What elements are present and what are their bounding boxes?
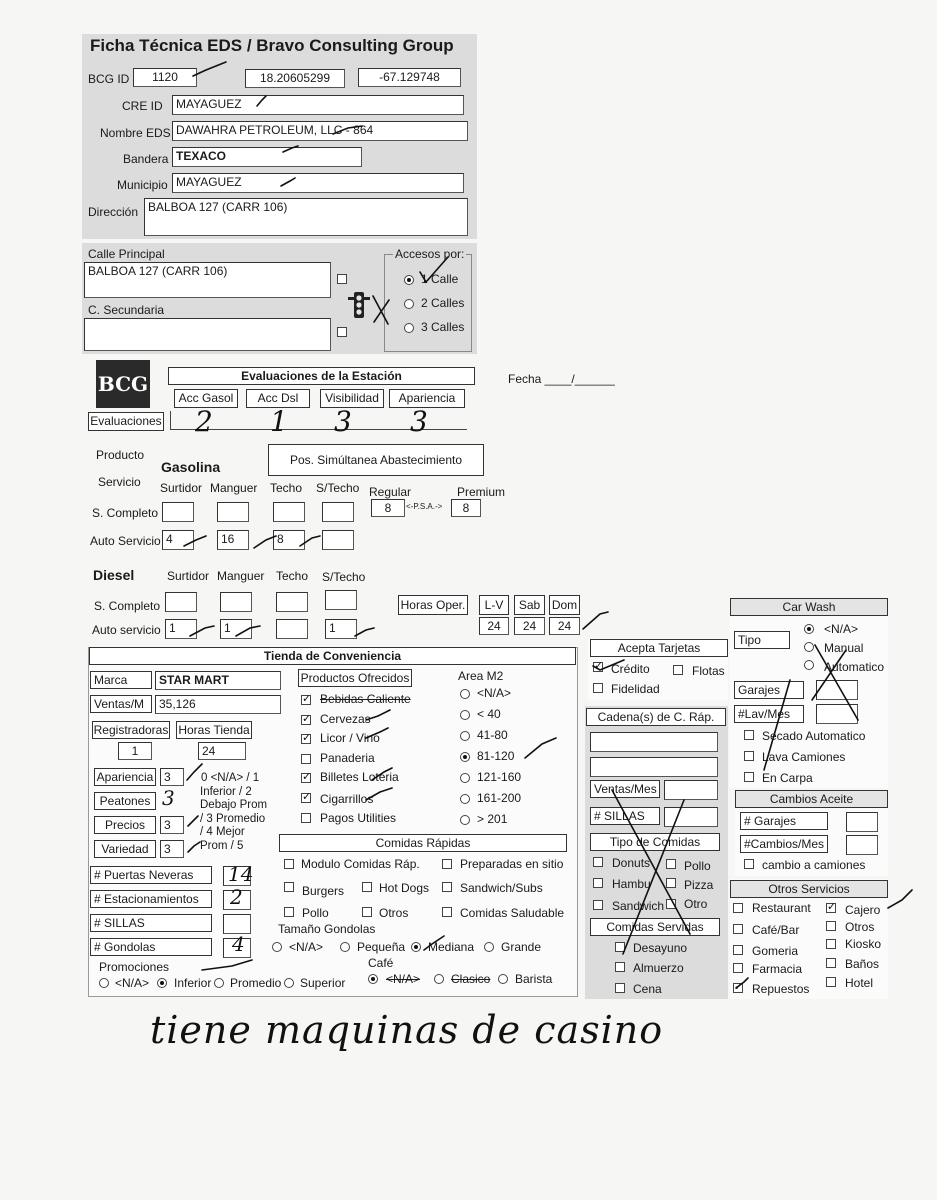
check-mark — [593, 660, 624, 670]
evaluaciones-title: Evaluaciones de la Estación — [168, 367, 475, 385]
calle-secundaria-label: C. Secundaria — [88, 303, 165, 317]
cadena-sillas-label: # SILLAS — [590, 807, 660, 825]
check-mark — [424, 936, 444, 950]
producto-pagos-label: Pagos Utilities — [320, 811, 397, 825]
scale-3: / 3 Promedio — [200, 813, 266, 825]
comida-pollo-label: Pollo — [302, 906, 329, 920]
cross-mark — [612, 790, 690, 954]
handwritten-note: tiene maquinas de casino — [150, 1008, 664, 1052]
gas-col-manguer: Manguer — [210, 481, 258, 495]
evaluaciones-button[interactable]: Evaluaciones — [88, 412, 164, 431]
carwash-na-label: <N/A> — [824, 622, 859, 636]
servicio-label: Servicio — [98, 475, 141, 489]
ventas-field[interactable]: 35,126 — [155, 695, 281, 714]
horas-sab-field[interactable]: 24 — [514, 617, 545, 635]
longitude-field[interactable]: -67.129748 — [358, 68, 461, 87]
scale-5: Prom / 5 — [200, 840, 244, 852]
aceite-garajes-label: # Garajes — [740, 812, 828, 830]
gas-col-techo: Techo — [270, 481, 303, 495]
eval-header-apariencia: Apariencia — [389, 389, 465, 408]
carwash-garajes-label: Garajes — [734, 681, 804, 699]
direccion-field[interactable]: BALBOA 127 (CARR 106) — [144, 198, 468, 236]
cross-mark — [373, 296, 389, 324]
carwash-title: Car Wash — [730, 598, 888, 616]
promo-promedio-label: Promedio — [230, 976, 282, 990]
tarjeta-flotas-label: Flotas — [692, 664, 725, 678]
accesos-label: Accesos por: — [395, 247, 465, 261]
eval-header-visibilidad: Visibilidad — [320, 389, 384, 408]
check-mark — [372, 768, 392, 780]
promo-superior-label: Superior — [300, 976, 346, 990]
carwash-secado-label: Secado Automatico — [762, 729, 866, 743]
dsl-col-surtidor: Surtidor — [167, 569, 210, 583]
horas-col-sab: Sab — [514, 595, 545, 615]
accesos-2-label: 2 Calles — [421, 296, 465, 310]
eval-header-acc-dsl: Acc Dsl — [246, 389, 310, 408]
producto-licor-label: Licor / Vino — [320, 731, 380, 745]
check-mark — [188, 816, 198, 826]
horas-tienda-label: Horas Tienda — [176, 721, 252, 739]
check-mark — [254, 536, 276, 548]
calle-principal-field[interactable]: BALBOA 127 (CARR 106) — [84, 262, 331, 298]
precios-label: Precios — [94, 816, 156, 834]
comida-modulo-label: Modulo Comidas Ráp. — [301, 857, 420, 871]
gas-row-autoservicio-label: Auto Servicio — [90, 534, 161, 548]
check-mark — [281, 178, 295, 186]
horas-oper-button[interactable]: Horas Oper. — [398, 595, 468, 615]
psa-label: <-P.S.A.-> — [406, 502, 443, 511]
calle-principal-label: Calle Principal — [88, 247, 165, 261]
precios-field[interactable]: 3 — [160, 816, 184, 834]
registradoras-field[interactable]: 1 — [118, 742, 152, 760]
dsl-auto-stecho[interactable]: 1 — [325, 619, 357, 639]
bcg-id-field[interactable]: 1120 — [133, 68, 197, 87]
cre-id-field[interactable]: MAYAGUEZ — [172, 95, 464, 115]
estacionamientos-value[interactable]: 2 — [230, 885, 243, 909]
tamano-mediana-label: Mediana — [428, 940, 475, 954]
check-mark — [283, 146, 298, 152]
carwash-manual-label: Manual — [824, 641, 864, 655]
otros-cafebar-label: Café/Bar — [752, 923, 800, 937]
scale-2: Debajo Prom — [200, 799, 268, 811]
otros-gomeria-label: Gomeria — [752, 944, 799, 958]
diesel-title: Diesel — [93, 567, 135, 583]
dsl-row-autoservicio-label: Auto servicio — [92, 623, 161, 637]
accesos-3-label: 3 Calles — [421, 320, 465, 334]
sillas-label: # SILLAS — [90, 914, 212, 932]
check-mark — [366, 710, 390, 720]
check-mark — [736, 978, 748, 988]
neveras-value[interactable]: 14 — [228, 862, 254, 886]
check-mark — [202, 960, 252, 970]
regular-field[interactable]: 8 — [371, 499, 405, 517]
check-mark — [583, 612, 608, 629]
check-mark — [236, 626, 260, 636]
check-mark — [187, 764, 202, 780]
check-mark — [188, 842, 200, 852]
tamano-pequena-label: Pequeña — [357, 940, 406, 954]
gas-auto-surtidor[interactable]: 4 — [162, 530, 194, 550]
registradoras-label: Registradoras — [93, 723, 169, 737]
producto-bebidas-label: Bebidas Caliente — [320, 692, 411, 706]
check-mark — [257, 96, 266, 106]
check-mark — [525, 738, 556, 758]
bandera-field[interactable]: TEXACO — [172, 147, 362, 167]
gasolina-title: Gasolina — [161, 459, 221, 475]
otros-hotel-label: Hotel — [845, 976, 874, 990]
area-161-200-label: 161-200 — [477, 791, 522, 805]
gondolas-value[interactable]: 4 — [232, 932, 245, 956]
promo-inferior-label: Inferior — [174, 976, 212, 990]
cafe-na-label: <N/A> — [386, 972, 421, 986]
check-mark — [190, 626, 214, 636]
tipo-sandwich-label: Sandwich — [612, 899, 665, 913]
tipo-hambu-label: Hambu — [612, 877, 651, 891]
eval-score-apariencia[interactable]: 3 — [410, 405, 428, 438]
aceite-title: Cambios Aceite — [735, 790, 888, 808]
tarjetas-title: Acepta Tarjetas — [590, 639, 728, 657]
dsl-col-techo: Techo — [276, 569, 309, 583]
servida-cena-label: Cena — [633, 982, 662, 996]
promo-na-label: <N/A> — [115, 976, 150, 990]
bcg-logo-text: BCG — [97, 372, 149, 396]
scale-0: 0 <N/A> / 1 — [201, 772, 260, 784]
tamano-na-label: <N/A> — [289, 940, 324, 954]
scale-1: Inferior / 2 — [200, 786, 252, 798]
tipo-donuts-label: Donuts — [612, 856, 651, 870]
latitude-field[interactable]: 18.20605299 — [245, 69, 345, 88]
dsl-auto-manguer[interactable]: 1 — [220, 619, 252, 639]
peatones-label: Peatones — [94, 792, 156, 810]
otros-kiosko-label: Kiosko — [845, 937, 882, 951]
producto-panaderia-label: Panaderia — [320, 751, 375, 765]
comidas-servidas-title: Comidas Servidas — [590, 918, 720, 936]
comidas-rapidas-title: Comidas Rápidas — [279, 834, 567, 852]
cafe-clasico-label: Clasico — [451, 972, 491, 986]
horas-tienda-field[interactable]: 24 — [198, 742, 246, 760]
check-mark — [888, 890, 912, 908]
area-81-120-label: 81-120 — [477, 749, 515, 763]
productos-label: Productos Ofrecidos — [298, 669, 412, 687]
check-mark — [366, 788, 392, 800]
premium-field[interactable]: 8 — [451, 499, 481, 517]
tarjeta-credito-label: Crédito — [611, 662, 650, 676]
otros-title: Otros Servicios — [730, 880, 888, 898]
tienda-title: Tienda de Conveniencia — [89, 647, 576, 665]
variedad-label: Variedad — [94, 840, 156, 858]
tarjeta-fidelidad-label: Fidelidad — [611, 682, 660, 696]
carwash-tipo-label: Tipo — [734, 631, 790, 649]
area-label: Area M2 — [458, 669, 504, 683]
gas-col-surtidor: Surtidor — [160, 481, 203, 495]
comida-otros-label: Otros — [379, 906, 409, 920]
bcg-id-label: BCG ID — [88, 72, 130, 86]
aceite-camiones-label: cambio a camiones — [762, 858, 866, 872]
horas-lv-field[interactable]: 24 — [479, 617, 509, 635]
horas-col-dom: Dom — [549, 595, 580, 615]
neveras-label: # Puertas Neveras — [90, 866, 212, 884]
apariencia-label: Apariencia — [94, 768, 156, 786]
gas-row-scompleto-label: S. Completo — [92, 506, 159, 520]
ventas-label: Ventas/M — [90, 695, 152, 713]
aceite-cambios-label: #Cambios/Mes — [740, 835, 828, 853]
tamano-grande-label: Grande — [501, 940, 542, 954]
cafe-barista-label: Barista — [515, 972, 553, 986]
tipo-pizza-label: Pizza — [684, 878, 714, 892]
otros-restaurant-label: Restaurant — [752, 901, 811, 915]
producto-cervezas-label: Cervezas — [320, 712, 371, 726]
scale-4: / 4 Mejor — [200, 826, 245, 838]
bandera-label: Bandera — [123, 152, 169, 166]
producto-label: Producto — [96, 448, 145, 462]
cafe-label: Café — [368, 956, 394, 970]
check-mark — [300, 536, 320, 546]
producto-billetes-label: Billetes Loteria — [320, 770, 399, 784]
tamano-label: Tamaño Gondolas — [278, 922, 376, 936]
comida-preparadas-label: Preparadas en sitio — [460, 857, 564, 871]
cre-id-label: CRE ID — [122, 99, 163, 113]
servida-almuerzo-label: Almuerzo — [633, 961, 684, 975]
area-na-label: <N/A> — [477, 686, 512, 700]
municipio-label: Municipio — [117, 178, 168, 192]
cross-mark — [764, 645, 858, 770]
check-mark — [333, 126, 362, 134]
horas-col-lv: L-V — [479, 595, 509, 615]
area-121-160-label: 121-160 — [477, 770, 522, 784]
direccion-label: Dirección — [88, 205, 139, 219]
gas-col-stecho: S/Techo — [316, 481, 360, 495]
pos-simultanea-label: Pos. Simúltanea Abastecimiento — [268, 444, 484, 476]
area-40-label: < 40 — [477, 707, 501, 721]
form-title: Ficha Técnica EDS / Bravo Consulting Group — [90, 36, 454, 55]
dsl-row-scompleto-label: S. Completo — [94, 599, 161, 613]
estacionamientos-label: # Estacionamientos — [90, 890, 212, 908]
horas-dom-field[interactable]: 24 — [549, 617, 580, 635]
servida-desayuno-label: Desayuno — [633, 941, 688, 955]
comida-saludable-label: Comidas Saludable — [460, 906, 565, 920]
eval-score-acc-dsl[interactable]: 1 — [270, 405, 288, 438]
nombre-label: Nombre EDS — [100, 126, 171, 140]
comida-burgers-label: Burgers — [302, 884, 345, 898]
eval-score-acc-gasol[interactable]: 2 — [195, 405, 213, 438]
otros-otros-label: Otros — [845, 920, 875, 934]
dsl-col-manguer: Manguer — [217, 569, 265, 583]
carwash-camiones-label: Lava Camiones — [762, 750, 846, 764]
eval-score-visibilidad[interactable]: 3 — [334, 405, 352, 438]
otros-repuestos-label: Repuestos — [752, 982, 810, 996]
check-mark — [355, 628, 374, 636]
marca-label: Marca — [90, 671, 152, 689]
comida-hotdogs-label: Hot Dogs — [379, 881, 430, 895]
check-mark — [420, 257, 448, 282]
premium-label: Premium — [457, 485, 506, 499]
carwash-lav-label: #Lav/Mes — [734, 705, 804, 723]
gas-auto-techo[interactable]: 8 — [273, 530, 305, 550]
nombre-field[interactable]: DAWAHRA PETROLEUM, LLC - 864 — [172, 121, 468, 141]
dsl-auto-surtidor[interactable]: 1 — [165, 619, 197, 639]
otros-cajero-label: Cajero — [845, 903, 881, 917]
eval-header-acc-gasol: Acc Gasol — [174, 389, 238, 408]
check-mark — [366, 728, 388, 738]
otros-farmacia-label: Farmacia — [752, 962, 803, 976]
check-mark — [193, 62, 226, 76]
marca-field[interactable]: STAR MART — [155, 671, 281, 690]
gondolas-label: # Gondolas — [90, 938, 212, 956]
otros-banos-label: Baños — [845, 957, 880, 971]
variedad-field[interactable]: 3 — [160, 840, 184, 858]
area-41-80-label: 41-80 — [477, 728, 508, 742]
peatones-field[interactable]: 3 — [162, 786, 175, 810]
carwash-automatico-label: Automatico — [824, 660, 885, 674]
dsl-col-stecho: S/Techo — [322, 570, 366, 584]
area-201-label: > 201 — [477, 812, 508, 826]
promociones-label: Promociones — [99, 960, 170, 974]
accesos-1-label: 1 Calle — [421, 272, 459, 286]
check-mark — [184, 536, 206, 546]
tipo-pollo-label: Pollo — [684, 859, 711, 873]
comida-sandwich-label: Sandwich/Subs — [460, 881, 543, 895]
carwash-carpa-label: En Carpa — [762, 771, 813, 785]
tipo-comidas-title: Tipo de Comidas — [590, 833, 720, 851]
tipo-otro-label: Otro — [684, 897, 708, 911]
producto-cigarrillos-label: Cigarrillos — [320, 792, 374, 806]
apariencia-field[interactable]: 3 — [160, 768, 184, 786]
municipio-field[interactable]: MAYAGUEZ — [172, 173, 464, 193]
fecha-label: Fecha ____/______ — [508, 372, 615, 386]
gas-auto-manguer[interactable]: 16 — [217, 530, 249, 550]
cadena-ventas-label: Ventas/Mes — [590, 780, 660, 798]
regular-label: Regular — [369, 485, 412, 499]
cadena-title: Cadena(s) de C. Ráp. — [586, 708, 726, 726]
